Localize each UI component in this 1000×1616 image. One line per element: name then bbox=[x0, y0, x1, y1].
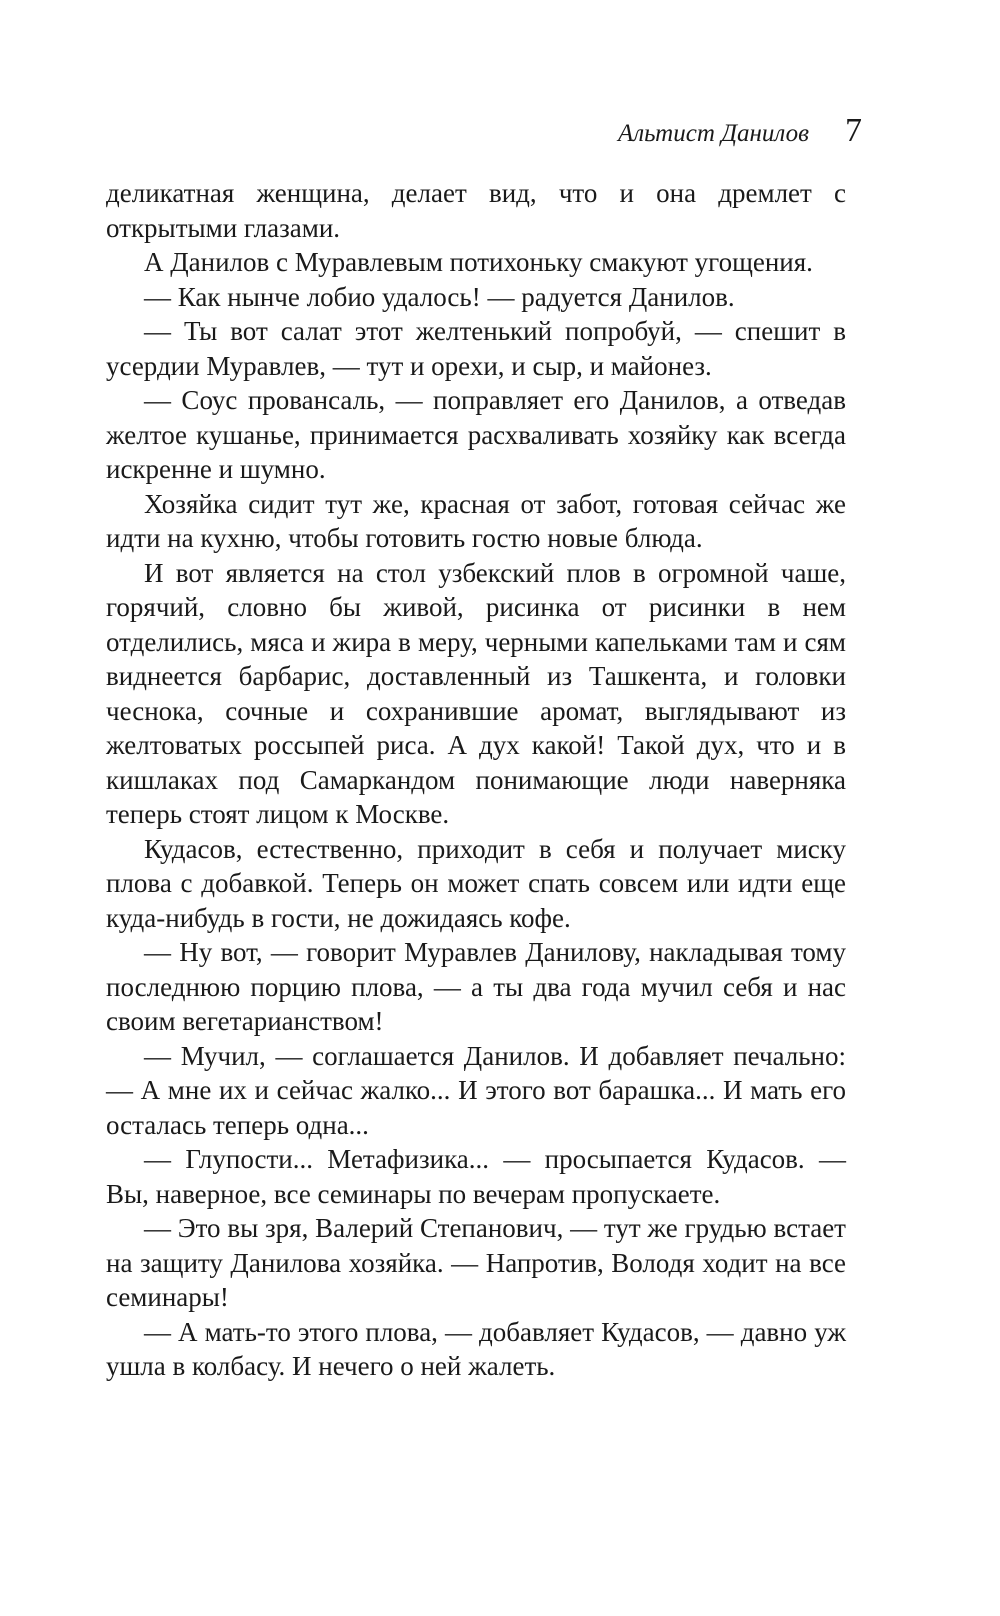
paragraph: деликатная женщина, делает вид, что и она дремлет с открытыми глазами. bbox=[106, 178, 846, 243]
paragraph: — Глупости... Метафизика... — просыпается Кудасов. — Вы, наверное, все семинары по вечерам пропускаете. bbox=[106, 1144, 846, 1209]
paragraph: — Ну вот, — говорит Муравлев Данилову, накладывая тому последнюю порцию плова, — а ты два года мучил себя и нас своим вегетарианством! bbox=[106, 937, 846, 1036]
paragraph: Хозяйка сидит тут же, красная от забот, готовая сейчас же идти на кухню, чтобы готовить гостю новые блюда. bbox=[106, 488, 846, 553]
running-header bbox=[618, 112, 862, 150]
paragraph: А Данилов с Муравлевым потихоньку смакуют угощения. bbox=[144, 247, 813, 277]
paragraph: Кудасов, естественно, приходит в себя и получает миску плова с добавкой. Теперь он может спать совсем или идти еще куда-нибудь в гости, не дожидаясь кофе. bbox=[106, 833, 846, 933]
paragraph: — Мучил, — соглашается Данилов. И добавляет печально: — А мне их и сейчас жалко... И этого вот барашка... И мать его осталась теперь одна... bbox=[106, 1040, 846, 1140]
running-title: Альтист Данилов bbox=[617, 120, 809, 147]
paragraph: — Это вы зря, Валерий Степанович, — тут же грудью встает на защиту Данилова хозяйка. — Напротив, Володя ходит на все семинары! bbox=[106, 1213, 846, 1312]
paragraph: — Как нынче лобио удалось! — радуется Данилов. bbox=[144, 281, 735, 312]
page-number: 7 bbox=[845, 112, 862, 149]
body-text bbox=[106, 176, 846, 1384]
paragraph: — Соус провансаль, — поправляет его Данилов, а отведав желтое кушанье, принимается расхваливать хозяйку как всегда искренне и шумно. bbox=[106, 385, 846, 484]
paragraph: — Ты вот салат этот желтенький попробуй, — спешит в усердии Муравлев, — тут и орехи, и сыр, и майонез. bbox=[106, 316, 846, 381]
paragraph: И вот является на стол узбекский плов в огромной чаше, горячий, словно бы живой, рисинка от рисинки в нем отделились, мяса и жира в меру, черными капельками там и сям виднеется барбарис, доставленный из Ташкента, и головки чеснока, сочные и сохранившие аромат, выглядывают из желтоватых россыпей риса. А дух какой! Такой дух, что и в кишлаках под Самаркандом понимающие люди наверняка теперь стоят лицом к Москве. bbox=[106, 557, 846, 829]
paragraph: — А мать-то этого плова, — добавляет Кудасов, — давно уж ушла в колбасу. И нечего о ней жалеть. bbox=[106, 1316, 846, 1381]
